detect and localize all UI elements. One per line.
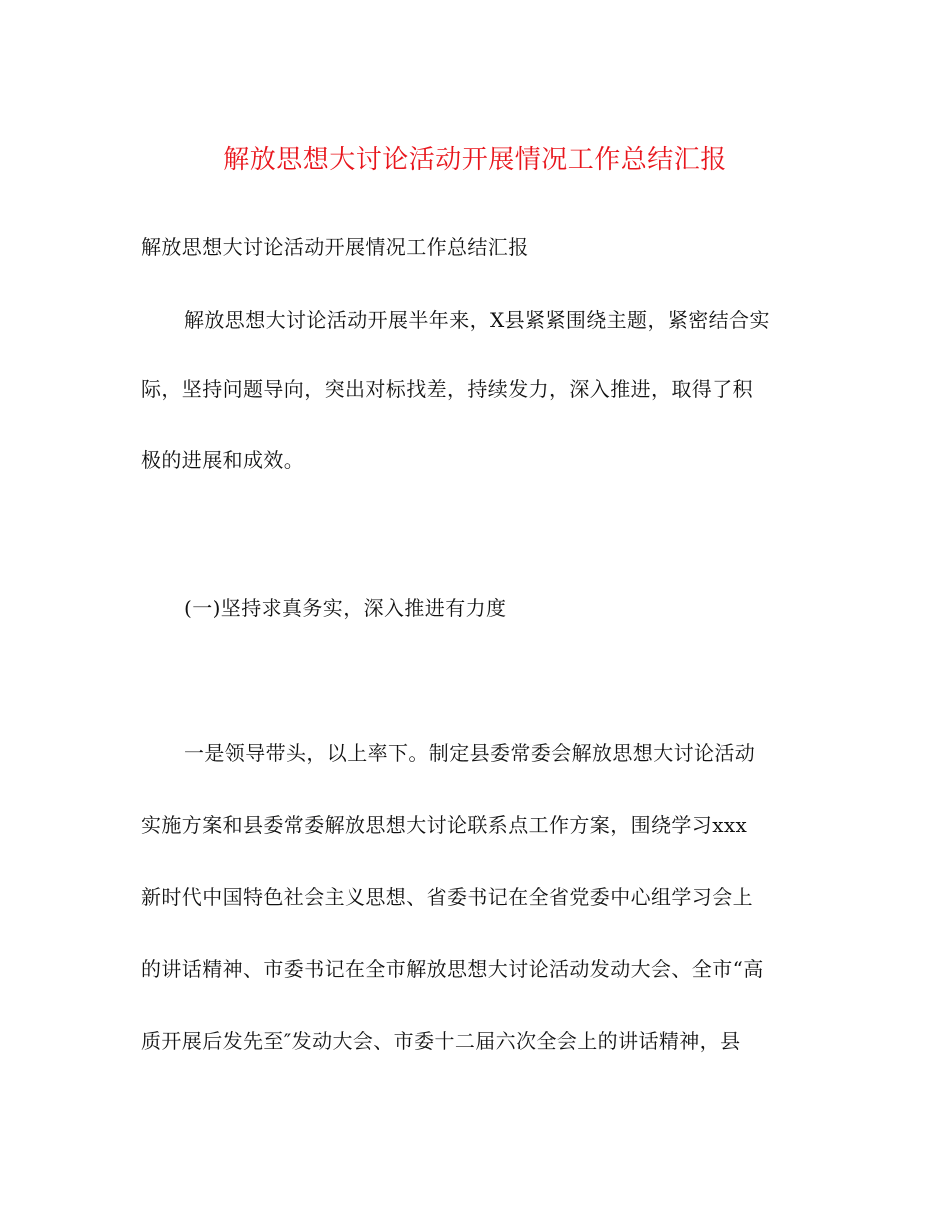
body-line-5: 质开展后发先至″发动大会、市委十二届六次全会上的讲话精神，县 [141,1029,741,1053]
document-title: 解放思想大讨论活动开展情况工作总结汇报 [223,145,727,175]
intro-line-3: 极的进展和成效。 [141,448,305,472]
document-subtitle: 解放思想大讨论活动开展情况工作总结汇报 [141,235,529,259]
intro-line-2: 际，坚持问题导向，突出对标找差，持续发力，深入推进，取得了积 [141,377,753,401]
body-line-1: 一是领导带头，以上率下。制定县委常委会解放思想大讨论活动 [184,741,756,765]
body-line-2: 实施方案和县委常委解放思想大讨论联系点工作方案，围绕学习xxx [141,813,748,837]
intro-line-1: 解放思想大讨论活动开展半年来，X县紧紧围绕主题，紧密结合实 [184,308,770,332]
section-heading: (一)坚持求真务实，深入推进有力度 [184,596,507,620]
body-line-3: 新时代中国特色社会主义思想、省委书记在全省党委中心组学习会上 [141,885,753,909]
body-line-4: 的讲话精神、市委书记在全市解放思想大讨论活动发动大会、全市“高 [141,957,764,981]
